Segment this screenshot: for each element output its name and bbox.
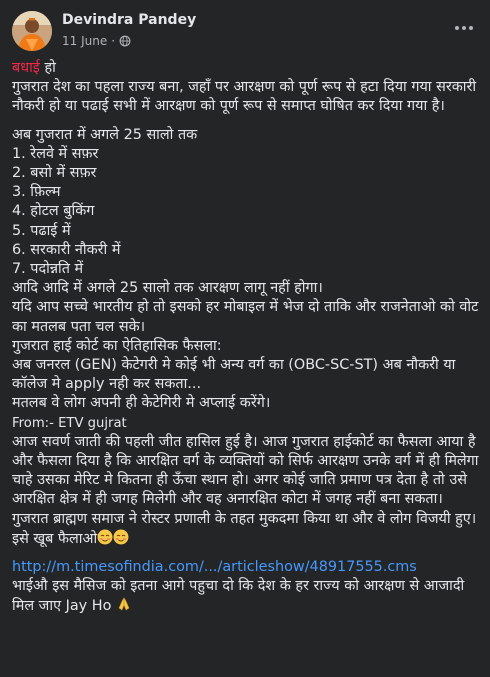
- list-item: 2. बसो में सफ़र: [12, 165, 97, 182]
- closing-text: भाईऔ इस मैसिज को इतना आगे पहुचा दो कि देश के हर राज्य को आरक्षण से आजादी मिल जाए Jay Ho: [12, 578, 465, 615]
- list-item: 1. रेलवे में सफ़र: [12, 145, 99, 162]
- list-conclusion: आदि आदि में अगले 25 सालो तक आरक्षण लागू नहीं होगा।: [12, 280, 323, 297]
- closing-line: [12, 577, 482, 616]
- meta-separator: ·: [111, 34, 116, 48]
- profile-photo: [12, 11, 52, 51]
- greeting-text: हो: [39, 60, 56, 76]
- post-header: [0, 0, 490, 58]
- greeting-line: [12, 59, 482, 78]
- list-item: 7. पदोन्नति में: [12, 261, 84, 278]
- court-heading: गुजरात हाई कोर्ट का ऐतिहासिक फैसला:: [12, 337, 222, 354]
- spread-text: इसे खूब फैलाओ: [12, 530, 98, 547]
- paragraph-share-request: यदि आप सच्चे भारतीय हो तो इसको हर मोबाइल में भेज दो ताकि और राजनेताओ को वोट का मतलब पता चल सके।: [12, 299, 479, 335]
- post-date[interactable]: 11 June: [62, 34, 108, 48]
- article-link[interactable]: http://m.timesofindia.com/.../articleshow/48917555.cms: [12, 559, 417, 576]
- list-item: 4. होटल बुकिंग: [12, 203, 95, 220]
- post-meta: [62, 34, 131, 48]
- list-item: 6. सरकारी नौकरी में: [12, 241, 121, 258]
- paragraph-court-ruling: अब जनरल (GEN) केटेगरी मे कोई भी अन्य वर्ग का (OBC-SC-ST) अब नौकरी या कॉलेज मे apply नही कर सकता...: [12, 357, 456, 393]
- list-intro: अब गुजरात में अगले 25 सालो तक: [12, 126, 198, 143]
- author-name[interactable]: Devindra Pandey: [62, 12, 197, 28]
- folded-hands-emoji: [116, 596, 132, 612]
- spread-line: [12, 529, 482, 549]
- post-body: [12, 59, 482, 617]
- avatar[interactable]: [12, 11, 52, 51]
- paragraph-announcement: गुजरात देश का पहला राज्य बना, जहाँ पर आरक्षण को पूर्ण रूप से हटा दिया गया सरकारी नौकरी हो या पढाई सभी में आरक्षण को पूर्ण रूप से समाप्त घोषित कर दिया गया है।: [12, 79, 477, 115]
- smiling-face-emoji: [97, 529, 113, 545]
- list-item: 3. फ़िल्म: [12, 184, 61, 201]
- list-item: 5. पढाई में: [12, 222, 71, 239]
- source-line: From:- ETV gujrat: [12, 415, 127, 431]
- more-options-button[interactable]: [452, 18, 476, 38]
- paragraph-details: आज सवर्ण जाती की पहली जीत हासिल हुई है। आज गुजरात हाईकोर्ट का फैसला आया है और फैसला दिया है कि आरक्षित वर्ग के व्यक्तियों को सिर्फ आरक्षण उनके वर्ग में ही मिलेगा चाहे उसका मेरिट मे कितना ही ऊँचा स्थान हो। अगर कोई जाति प्रमाण पत्र देता है तो उसे आरक्षित क्षेत्र में ही जगह मिलेगी और वह अनारक्षित कोटा में जगह नहीं बना सकता। गुजरात ब्राह्मण समाज ने रोस्टर प्रणाली के तहत मुकदमा किया था और वे लोग विजयी हुए।: [12, 433, 479, 527]
- smiling-face-emoji: [113, 529, 129, 545]
- greeting-highlight: बधाई: [12, 60, 40, 76]
- more-options-icon: [454, 25, 474, 31]
- paragraph-meaning: मतलब वे लोग अपनी ही केटेगिरी मे अप्लाई करेंगे।: [12, 395, 271, 412]
- globe-icon[interactable]: [119, 35, 131, 47]
